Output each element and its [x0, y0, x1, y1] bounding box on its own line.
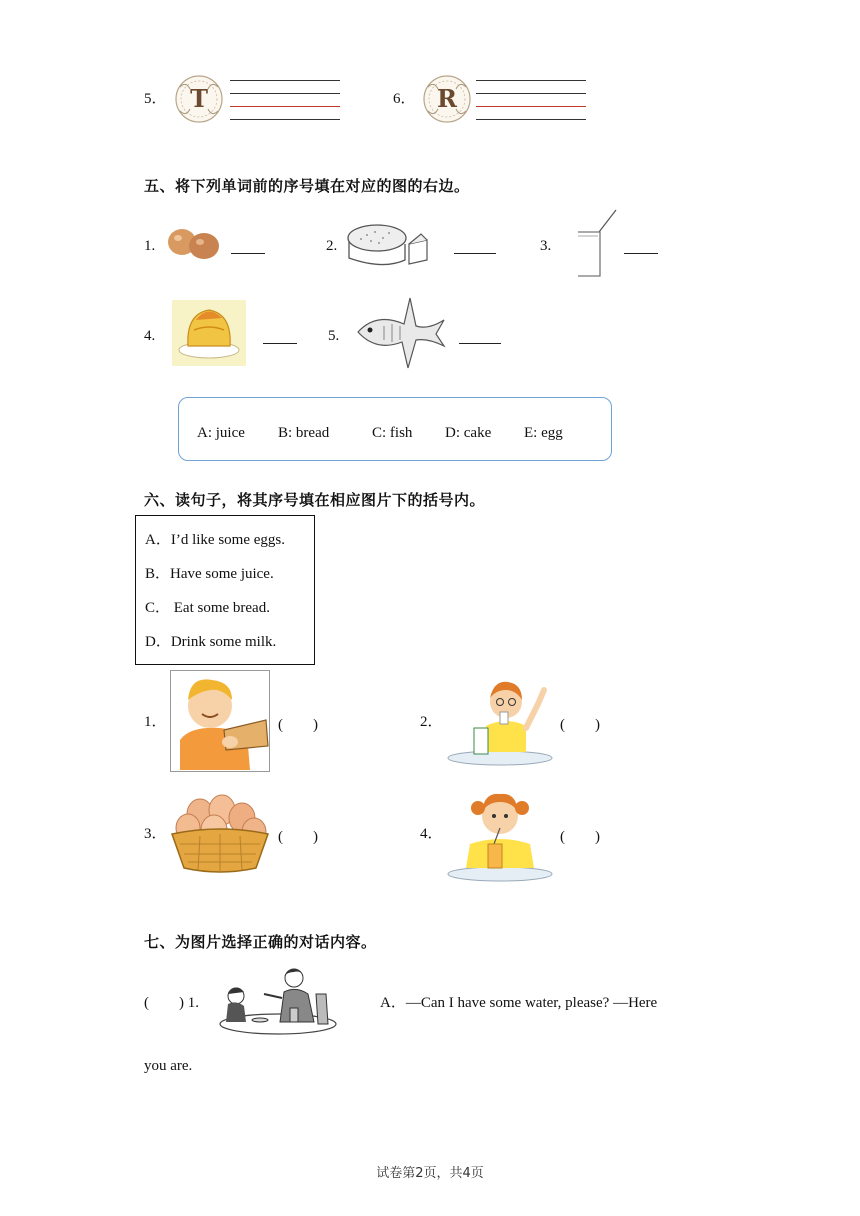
- family-dining-picture-icon: [216, 964, 340, 1040]
- letter-item-number-6: 6．: [393, 91, 416, 107]
- juice-glass-picture-icon: [570, 208, 620, 278]
- s7-option-a-line1: A．—Can I have some water, please? —Here: [380, 995, 658, 1011]
- s6-item-4-answer-paren[interactable]: ( ): [560, 829, 600, 845]
- s7-option-a-line2: you are.: [144, 1058, 193, 1074]
- word-option-e: E: egg: [524, 425, 563, 441]
- section-5-title: 五、将下列单词前的序号填在对应的图的右边。: [144, 177, 470, 195]
- s6-item-2-answer-paren[interactable]: ( ): [560, 717, 600, 733]
- letter-r-glyph: R: [437, 84, 457, 113]
- sentence-option-b: B．Have some juice.: [145, 566, 274, 582]
- word-option-c: C: fish: [372, 425, 413, 441]
- girl-drinking-juice-picture-icon: [446, 784, 554, 882]
- letter-t-glyph: T: [190, 84, 208, 113]
- word-option-b: B: bread: [278, 425, 330, 441]
- four-line-grid-5: [230, 78, 342, 122]
- eggs-picture-icon: [160, 224, 224, 264]
- boy-eating-bread-picture-icon: [170, 670, 270, 772]
- s6-item-4-number: 4．: [420, 826, 443, 842]
- s6-item-2-number: 2．: [420, 714, 443, 730]
- basket-of-eggs-picture-icon: [170, 790, 270, 874]
- s5-item-3-number: 3.: [540, 238, 552, 254]
- word-option-d: D: cake: [445, 425, 492, 441]
- s5-item-4-answer-blank[interactable]: [263, 343, 297, 344]
- s6-item-1-answer-paren[interactable]: ( ): [278, 717, 318, 733]
- sentence-option-d: D．Drink some milk.: [145, 634, 277, 650]
- s7-item-1-answer-paren[interactable]: ( ) 1.: [144, 995, 199, 1011]
- cake-picture-icon: [343, 220, 433, 270]
- page-footer: 试卷第2页，共4页: [376, 1166, 484, 1181]
- ornate-letter-r-icon: [420, 73, 474, 125]
- fish-picture-icon: [350, 294, 446, 370]
- word-options-box: [178, 397, 612, 461]
- s5-item-1-answer-blank[interactable]: [231, 253, 265, 254]
- s6-item-3-answer-paren[interactable]: ( ): [278, 829, 318, 845]
- s5-item-2-answer-blank[interactable]: [454, 253, 496, 254]
- s6-item-1-number: 1．: [144, 714, 167, 730]
- s5-item-2-number: 2.: [326, 238, 338, 254]
- ornate-letter-t-icon: [172, 73, 226, 125]
- section-6-title: 六、读句子，将其序号填在相应图片下的括号内。: [144, 491, 486, 509]
- word-option-a: A: juice: [197, 425, 245, 441]
- letter-item-number-5: 5．: [144, 91, 167, 107]
- s6-item-3-number: 3．: [144, 826, 167, 842]
- section-7-title: 七、为图片选择正确的对话内容。: [144, 933, 377, 951]
- sentence-options-box: [135, 515, 315, 665]
- s5-item-3-answer-blank[interactable]: [624, 253, 658, 254]
- sentence-option-c: C． Eat some bread.: [145, 600, 270, 616]
- bread-picture-icon: [172, 300, 246, 366]
- four-line-grid-6: [476, 78, 588, 122]
- boy-drinking-milk-picture-icon: [446, 672, 554, 766]
- s5-item-4-number: 4.: [144, 328, 156, 344]
- s5-item-5-number: 5.: [328, 328, 340, 344]
- s5-item-5-answer-blank[interactable]: [459, 343, 501, 344]
- s5-item-1-number: 1.: [144, 238, 156, 254]
- sentence-option-a: A．I’d like some eggs.: [145, 532, 285, 548]
